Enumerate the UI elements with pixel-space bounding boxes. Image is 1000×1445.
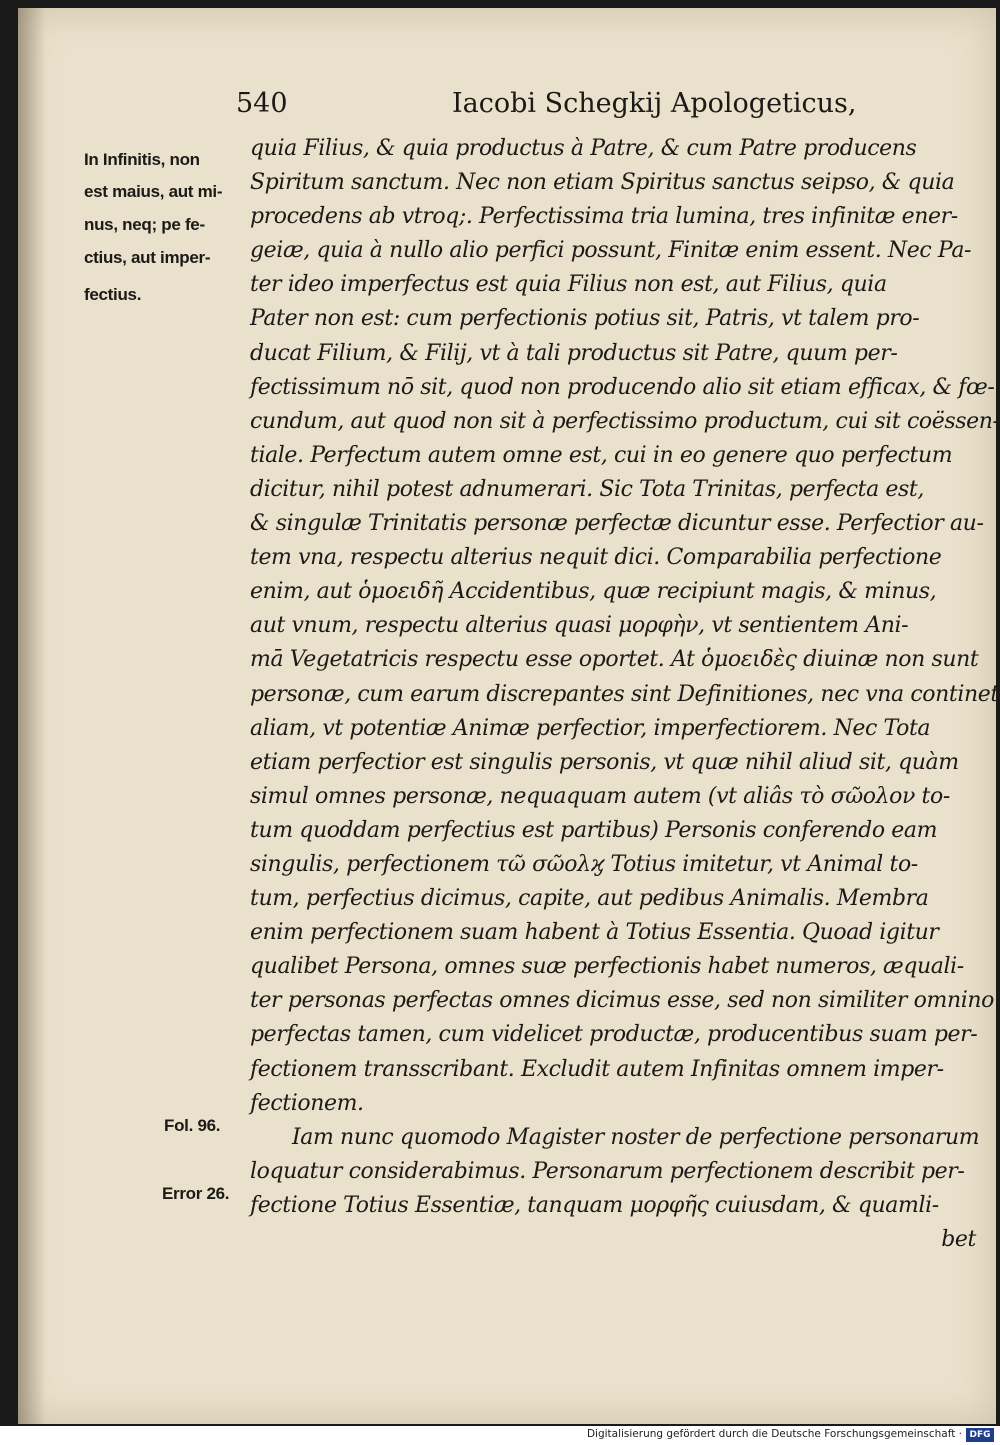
text-line: fectissimum nō sit, quod non producendo alio sit etiam efficax, & fœ- bbox=[250, 374, 995, 400]
book-page bbox=[18, 8, 1000, 1424]
page-number: 540 bbox=[236, 88, 288, 119]
dfg-logo[interactable]: DFG bbox=[966, 1428, 994, 1442]
margin-note: In Infinitis, non bbox=[84, 150, 200, 169]
text-line: cundum, aut quod non sit à perfectissimo productum, cui sit coëssen- bbox=[250, 408, 1000, 434]
running-title: Iacobi Schegkij Apologeticus, bbox=[452, 88, 857, 119]
text-line: aliam, vt potentiæ Animæ perfectior, imperfectiorem. Nec Tota bbox=[250, 715, 931, 741]
text-line: perfectas tamen, cum videlicet productæ, producentibus suam per- bbox=[250, 1022, 978, 1048]
text-line: Pater non est: cum perfectionis potius sit, Patris, vt talem pro- bbox=[250, 306, 920, 332]
margin-note: ctius, aut imper- bbox=[84, 248, 211, 267]
page-gutter-shadow bbox=[18, 8, 46, 1424]
text-line: tum quoddam perfectius est partibus) Personis conferendo eam bbox=[250, 817, 938, 843]
text-line: ducat Filium, & Filij, vt à tali productus sit Patre, quum per- bbox=[250, 340, 898, 366]
funding-notice: Digitalisierung gefördert durch die Deutsche Forschungsgemeinschaft · bbox=[586, 1428, 962, 1440]
main-text bbox=[250, 132, 1000, 1257]
text-line: tiale. Perfectum autem omne est, cui in eo genere quo perfectum bbox=[250, 442, 953, 468]
page-header bbox=[18, 88, 996, 128]
text-line-paragraph-start: Iam nunc quomodo Magister noster de perfectione personarum bbox=[292, 1124, 980, 1150]
text-line: personæ, cum earum discrepantes sint Definitiones, nec vna continet bbox=[250, 681, 999, 707]
margin-note-folio: Fol. 96. bbox=[164, 1116, 221, 1135]
text-line: ter personas perfectas omnes dicimus esse, sed non similiter omnino bbox=[250, 988, 994, 1014]
text-line: loquatur considerabimus. Personarum perfectionem describit per- bbox=[250, 1158, 965, 1184]
text-line: procedens ab vtroq;. Perfectissima tria lumina, tres infinitæ ener- bbox=[250, 204, 958, 230]
text-line: fectionem transscribant. Excludit autem Infinitas omnem imper- bbox=[250, 1056, 944, 1082]
text-line: geiæ, quia à nullo alio perfici possunt, Finitæ enim essent. Nec Pa- bbox=[250, 238, 972, 264]
margin-note-error: Error 26. bbox=[162, 1184, 230, 1203]
text-line: fectione Totius Essentiæ, tanquam μορφῆς cuiusdam, & quamli- bbox=[250, 1192, 939, 1218]
margin-note: fectius. bbox=[84, 285, 142, 304]
text-line: Spiritum sanctum. Nec non etiam Spiritus sanctus seipso, & quia bbox=[250, 170, 955, 196]
margin-note: est maius, aut mi- bbox=[84, 182, 223, 201]
text-line: aut vnum, respectu alterius quasi μορφὴν, vt sentientem Ani- bbox=[250, 613, 909, 639]
digitization-footer bbox=[0, 1426, 1000, 1445]
text-line: quia Filius, & quia productus à Patre, & cum Patre producens bbox=[250, 136, 917, 161]
text-line: enim perfectionem suam habent à Totius Essentia. Quoad igitur bbox=[250, 920, 939, 946]
text-line: tum, perfectius dicimus, capite, aut pedibus Animalis. Membra bbox=[250, 886, 929, 912]
margin-note: nus, neq; pe fe- bbox=[84, 215, 205, 234]
text-line: fectionem. bbox=[250, 1090, 364, 1116]
text-line: etiam perfectior est singulis personis, vt quæ nihil aliud sit, quàm bbox=[250, 749, 959, 775]
text-line: ter ideo imperfectus est quia Filius non est, aut Filius, quia bbox=[250, 272, 887, 298]
text-line: tem vna, respectu alterius nequit dici. Comparabilia perfectione bbox=[250, 545, 942, 571]
text-line: enim, aut ὁμοειδῆ Accidentibus, quæ recipiunt magis, & minus, bbox=[250, 579, 937, 605]
text-line: & singulæ Trinitatis personæ perfectæ dicuntur esse. Perfectior au- bbox=[250, 511, 984, 537]
catchword: bet bbox=[941, 1227, 976, 1252]
text-line: dicitur, nihil potest adnumerari. Sic Tota Trinitas, perfecta est, bbox=[250, 476, 924, 502]
text-line: simul omnes personæ, nequaquam autem (vt aliâs τὸ σῶολον to- bbox=[250, 783, 950, 809]
text-line: qualibet Persona, omnes suæ perfectionis habet numeros, æquali- bbox=[250, 954, 964, 980]
text-line: mā Vegetatricis respectu esse oportet. At ὁμοειδὲς diuinæ non sunt bbox=[250, 647, 979, 673]
text-line: singulis, perfectionem τῶ σῶολϗ Totius imitetur, vt Animal to- bbox=[250, 851, 918, 877]
